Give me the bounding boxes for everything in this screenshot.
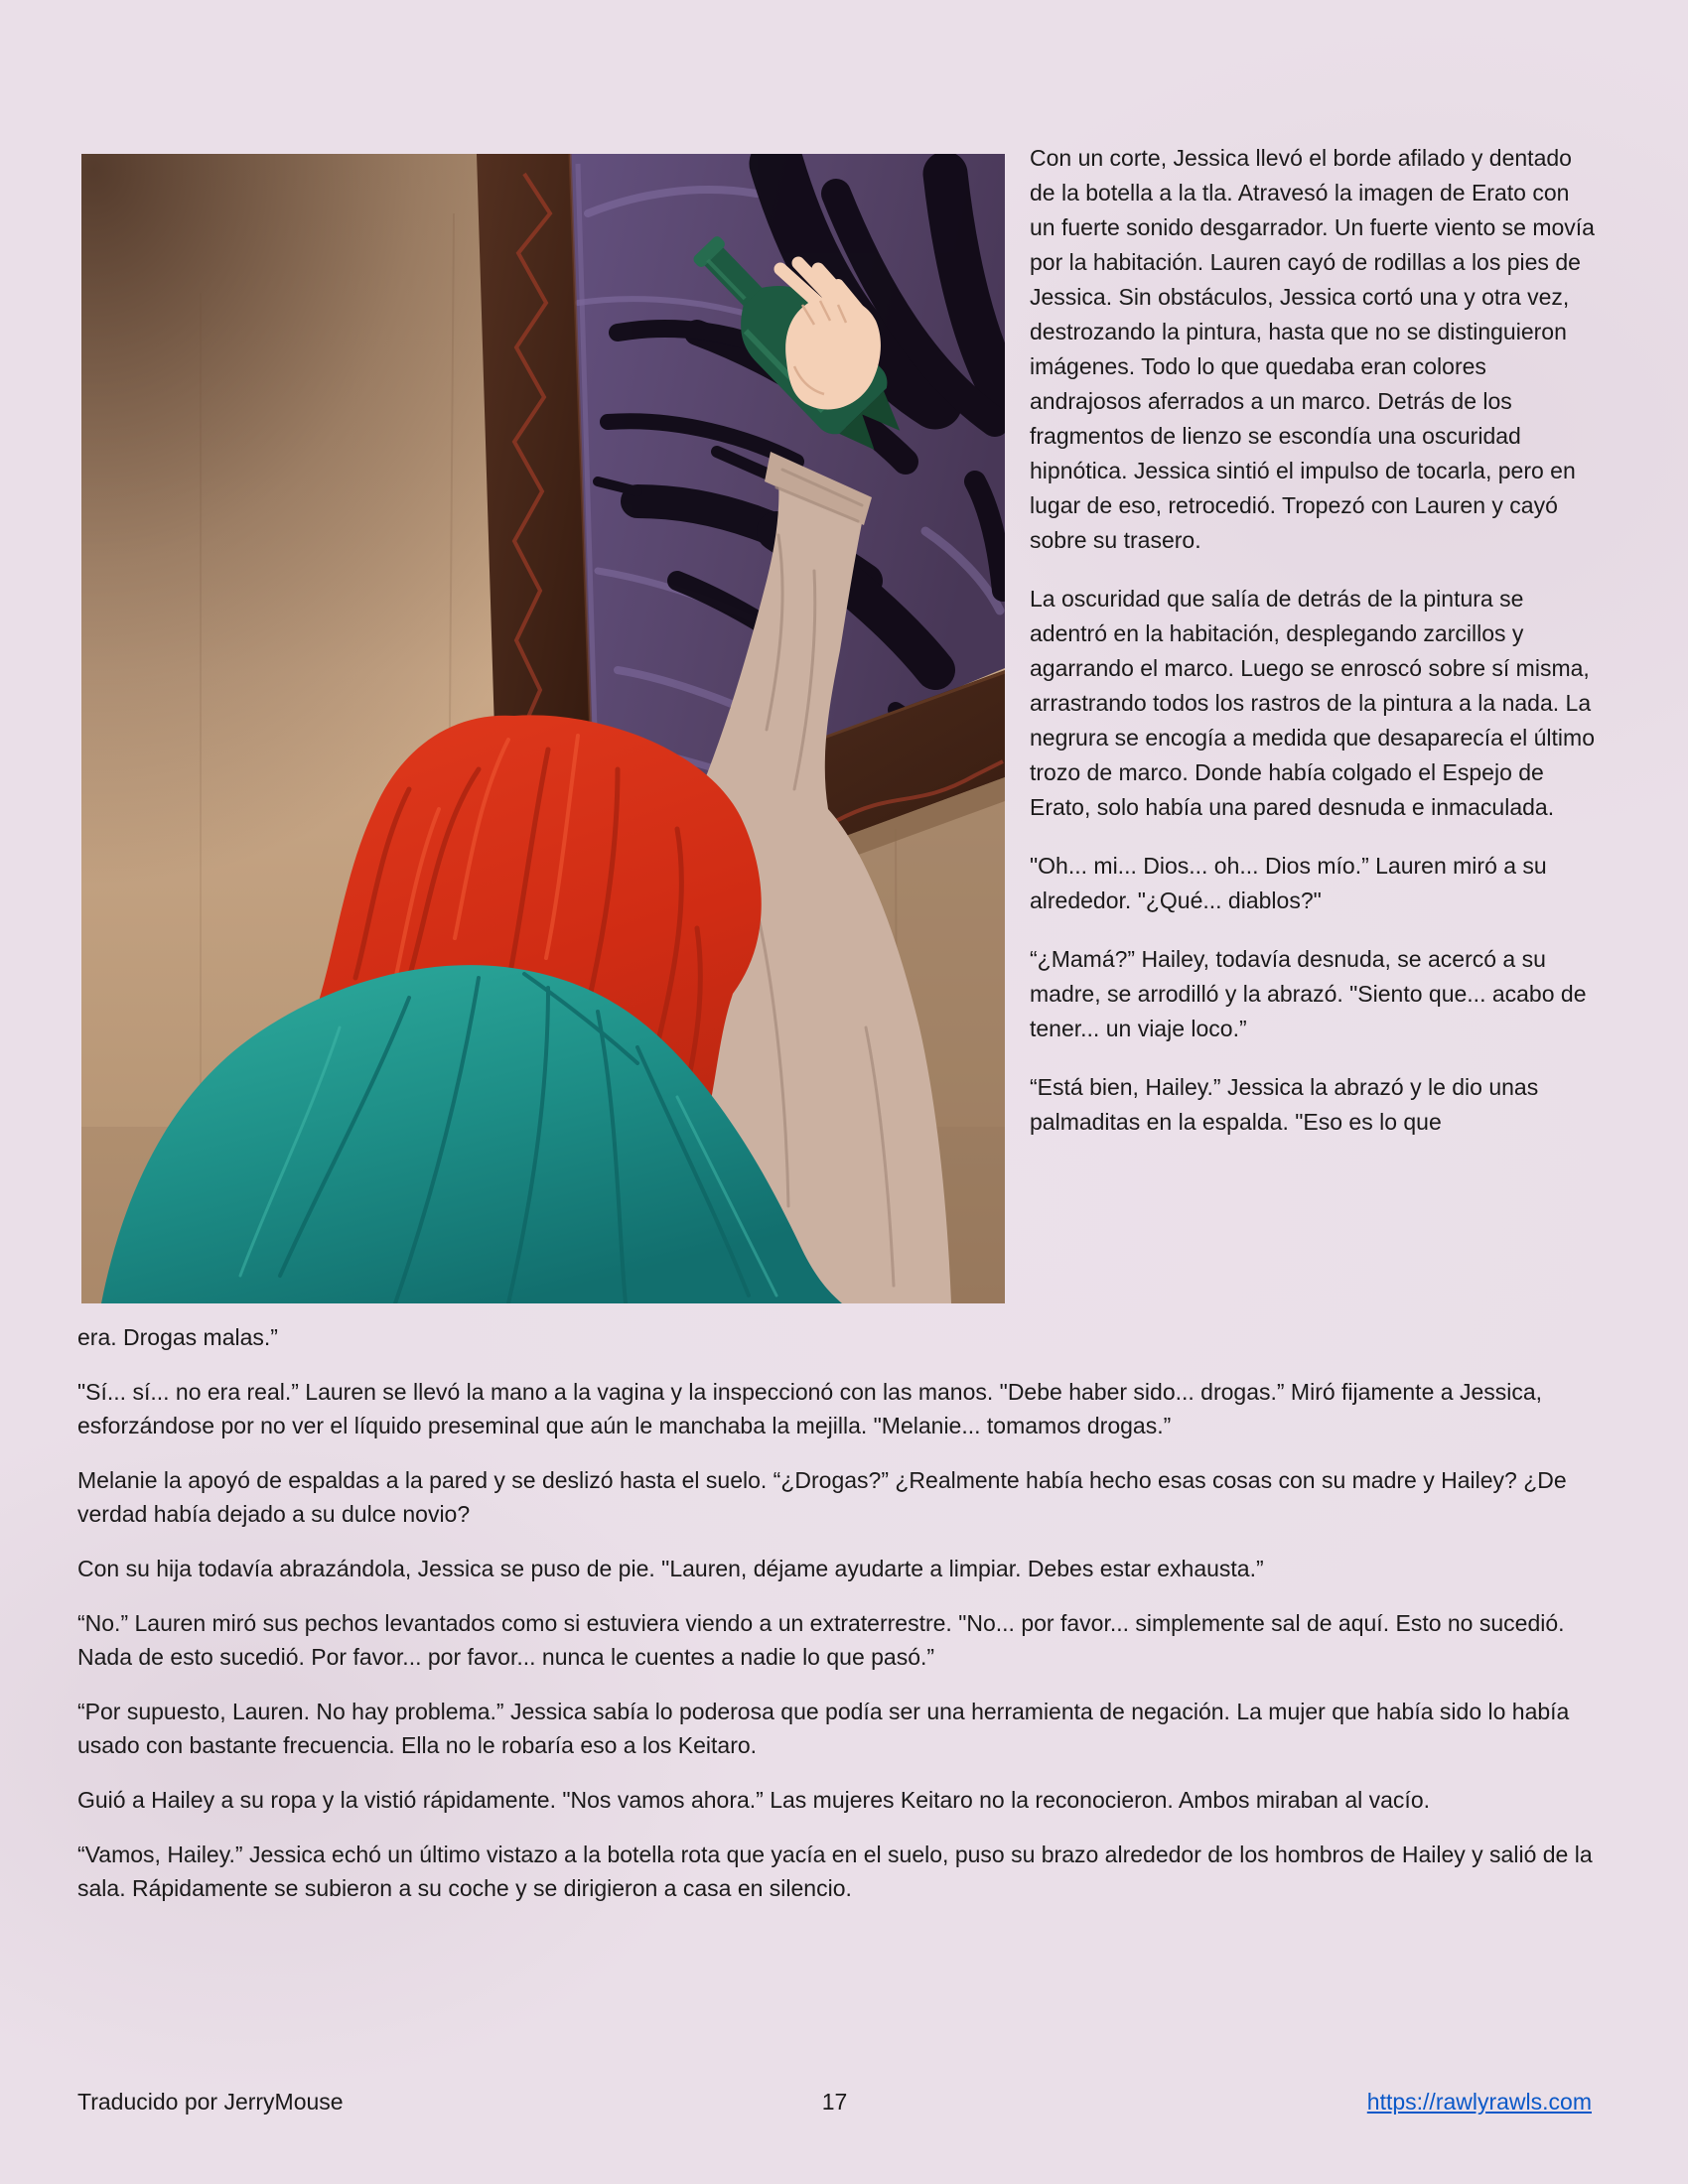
paragraph: "Sí... sí... no era real.” Lauren se llevó la mano a la vagina y la inspeccionó con las manos. "Debe haber sido... drogas.” Miró fijamente a Jessica, esforzándose por no ver el líquido preseminal que aún le manchaba la mejilla. "Melanie... tomamos drogas.”: [77, 1379, 1543, 1438]
paragraph: “No.” Lauren miró sus pechos levantados como si estuviera viendo a un extraterrestre. "No... por favor... simplemente sal de aquí. Esto no sucedió. Nada de esto sucedió. Por favor... por favor... nunca le cuentes a nadie lo que pasó.”: [77, 1610, 1565, 1670]
paragraph: era. Drogas malas.”: [77, 1324, 278, 1350]
paragraph: “¿Mamá?” Hailey, todavía desnuda, se acercó a su madre, se arrodilló y la abrazó. "Siento que... acabo de tener... un viaje loco.”: [1030, 946, 1587, 1041]
paragraph: Con su hija todavía abrazándola, Jessica se puso de pie. "Lauren, déjame ayudarte a limpiar. Debes estar exhausta.”: [77, 1556, 1264, 1581]
paragraph: “Por supuesto, Lauren. No hay problema.” Jessica sabía lo poderosa que podía ser una herramienta de negación. La mujer que había sido lo había usado con bastante frecuencia. Ella no le robaría eso a los Keitaro.: [77, 1699, 1570, 1758]
page-footer: [77, 2087, 1592, 2116]
translator-credit: Traducido por JerryMouse: [77, 2089, 344, 2115]
story-illustration: [81, 154, 1005, 1303]
story-text-body: [77, 1320, 1595, 1926]
paragraph: Melanie la apoyó de espaldas a la pared y se deslizó hasta el suelo. “¿Drogas?” ¿Realmente había hecho esas cosas con su madre y Hailey? ¿De verdad había dejado a su dulce novio?: [77, 1467, 1567, 1527]
paragraph: "Oh... mi... Dios... oh... Dios mío.” Lauren miró a su alrededor. "¿Qué... diablos?": [1030, 853, 1547, 913]
paragraph: La oscuridad que salía de detrás de la pintura se adentró en la habitación, desplegando zarcillos y agarrando el marco. Luego se enroscó sobre sí misma, arrastrando todos los rastros de la pintura a la nada. La negrura se encogía a medida que desaparecía el último trozo de marco. Donde había colgado el Espejo de Erato, solo había una pared desnuda e inmaculada.: [1030, 586, 1595, 820]
paragraph: “Está bien, Hailey.” Jessica la abrazó y le dio unas palmaditas en la espalda. "Eso es lo que: [1030, 1074, 1539, 1135]
website-link[interactable]: https://rawlyrawls.com: [1366, 2089, 1592, 2115]
paragraph: “Vamos, Hailey.” Jessica echó un último vistazo a la botella rota que yacía en el suelo, puso su brazo alrededor de los hombros de Hailey y salió de la sala. Rápidamente se subieron a su coche y se dirigieron a casa en silencio.: [77, 1842, 1593, 1901]
paragraph: Guió a Hailey a su ropa y la vistió rápidamente. "Nos vamos ahora.” Las mujeres Keitaro no la reconocieron. Ambos miraban al vacío.: [77, 1787, 1430, 1813]
paragraph: Con un corte, Jessica llevó el borde afilado y dentado de la botella a la tla. Atravesó la imagen de Erato con un fuerte sonido desgarrador. Un fuerte viento se movía por la habitación. Lauren cayó de rodillas a los pies de Jessica. Sin obstáculos, Jessica cortó una y otra vez, destrozando la pintura, hasta que no se distinguieron imágenes. Todo lo que quedaba eran colores andrajosos aferrados a un marco. Detrás de los fragmentos de lienzo se escondía una oscuridad hipnótica. Jessica sintió el impulso de tocarla, pero en lugar de eso, retrocedió. Tropezó con Lauren y cayó sobre su trasero.: [1030, 145, 1595, 553]
story-illustration-svg: [81, 154, 1005, 1303]
page-number: 17: [821, 2089, 848, 2115]
story-text-column: [1030, 141, 1598, 1163]
